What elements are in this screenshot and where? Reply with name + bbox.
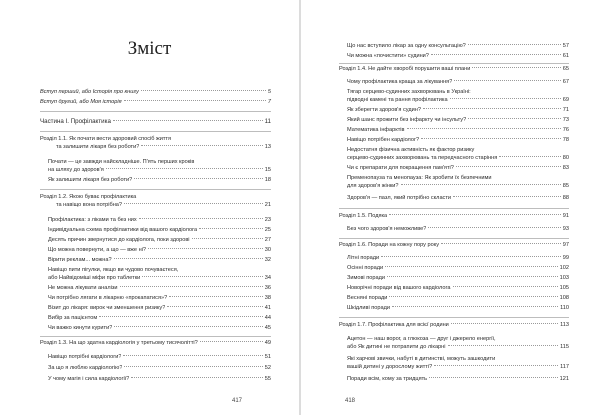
toc-subentry[interactable]: Чи важко кинути курити? 45 [48,325,271,331]
toc-subentry[interactable]: Математика інфарктів 76 [347,127,569,133]
toc-chapter-entry[interactable]: Розділ 1.3. На що здатна кардіологія у третьому тисячолітті? 49 [40,340,271,346]
toc-subentry-line[interactable]: Які харчові звички, набуті в дитинстві, можуть зашкодити [347,356,496,362]
toc-subentry[interactable]: серцево-судинних захворювань та передчасного старіння 80 [347,155,569,161]
toc-subentry-line[interactable]: Почати — це завжди найскладніше. П'ять перших кроків [48,159,195,165]
toc-subentry[interactable]: Зимові поради 103 [347,275,569,281]
toc-subentry[interactable]: вашій дитині у дорослому житті? 117 [347,364,569,370]
toc-subentry[interactable]: Чи потрібно лягати в лікарню «прокапатися»? 38 [48,295,271,301]
toc-subentry[interactable]: У чому магія і сила кардіології? 55 [48,376,271,382]
toc-subentry[interactable]: Десять причин звернутися до кардіолога, поки здорові 27 [48,237,271,243]
toc-subentry[interactable]: Візит до лікаря: вирок чи зменшення ризику? 41 [48,305,271,311]
toc-subentry[interactable]: Як зберегти здоров'я судин? 71 [347,107,569,113]
page-number-left: 417 [232,398,243,404]
toc-chapter-line[interactable]: Розділ 1.2. Якою буває профілактика [40,194,137,200]
divider [40,336,271,337]
toc-subentry[interactable]: Новорічні поради від вашого кардіолога 105 [347,285,569,291]
toc-subentry[interactable]: Літні поради 99 [347,255,569,261]
toc-subentry-line[interactable]: Тягар серцево-судинних захворювань в Україні: [347,89,471,95]
toc-subentry-line[interactable]: Навіщо пити пігулки, якщо ви чудово почуваєтеся, [48,267,179,273]
divider [40,111,271,112]
toc-subentry-line[interactable]: Недостатня фізична активність як фактор ризику [347,147,475,153]
toc-subentry[interactable]: Індивідуальна схема профілактики від вашого кардіолога 25 [48,227,271,233]
toc-subentry[interactable]: підводні камені та рання профілактика 69 [347,97,569,103]
toc-chapter-entry[interactable]: Розділ 1.5. Подяка 91 [339,213,569,219]
toc-entry[interactable]: Вступ перший, або Історія про книгу 5 [40,89,271,95]
toc-subentry-line[interactable]: Пременопауза та менопауза: Як зробити їх безпечними [347,175,492,181]
page-number-right: 418 [345,398,356,404]
toc-subentry[interactable]: на шляху до здоров'я 15 [48,167,271,173]
toc-entry[interactable]: Вступ другий, або Моя історія 7 [40,99,271,105]
toc-subentry[interactable]: Чи можна «почистити» судини? 61 [347,53,569,59]
toc-chapter-entry[interactable]: Розділ 1.6. Поради на кожну пору року 97 [339,242,569,248]
toc-subentry[interactable]: Весняні поради 108 [347,295,569,301]
toc-subentry[interactable]: Здоров'я — пазл, який потрібно скласти 88 [347,195,569,201]
divider [339,238,569,239]
toc-chapter-entry[interactable]: Розділ 1.4. Не дайте хворобі порушити ваші плани 65 [339,66,569,72]
toc-chapter-entry[interactable]: та навіщо вона потрібна? 21 [56,202,271,208]
toc-subentry[interactable]: Не можна лікувати аналізи 36 [48,285,271,291]
toc-subentry[interactable]: або Як дитині не потрапити до лікарні 115 [347,344,569,350]
divider [40,131,271,132]
toc-chapter-entry[interactable]: Розділ 1.7. Профілактика для всієї родини 113 [339,322,569,328]
toc-subentry[interactable]: Поради всім, кому за тридцять 121 [347,376,569,382]
toc-subentry[interactable]: для здоров'я жінки? 85 [347,183,569,189]
toc-part-entry[interactable]: Частина I. Профілактика 11 [40,118,271,125]
toc-subentry[interactable]: Шкідливі поради 110 [347,305,569,311]
toc-chapter-entry[interactable]: та залишити лікаря без роботи? 13 [56,144,271,150]
divider [40,189,271,190]
toc-subentry[interactable]: Без чого здоров'я неможливе? 93 [347,226,569,232]
toc-subentry[interactable]: Як залишити лікаря без роботи? 18 [48,177,271,183]
toc-chapter-line[interactable]: Розділ 1.1. Як почати вести здоровий спосіб життя [40,136,172,142]
toc-subentry[interactable]: За що я люблю кардіологію? 52 [48,365,271,371]
toc-subentry[interactable]: Навіщо потрібен кардіолог? 78 [347,137,569,143]
toc-subentry[interactable]: Осінні поради 102 [347,265,569,271]
contents-title: Зміст [127,38,172,59]
toc-subentry[interactable]: Вибір за пацієнтом 44 [48,315,271,321]
toc-subentry[interactable]: Що можна повернути, а що — вже ні? 30 [48,247,271,253]
toc-subentry[interactable]: Чи є препарати для покращення пам'яті? 83 [347,165,569,171]
toc-subentry[interactable]: Який шанс прожити без інфаркту чи інсульту? 73 [347,117,569,123]
toc-subentry-line[interactable]: Ацетон — наш ворог, а глюкоза — друг і джерело енергії, [347,336,496,342]
divider [339,317,569,318]
toc-subentry[interactable]: Вірити реклам... можна? 32 [48,257,271,263]
toc-subentry[interactable]: Профілактика: з ліками та без них 23 [48,217,271,223]
divider [339,208,569,209]
toc-subentry[interactable]: Чому профілактика краща за лікування? 67 [347,79,569,85]
toc-subentry[interactable]: Навіщо потрібні кардіологи? 51 [48,354,271,360]
toc-subentry[interactable]: Що нас вступило лікар за одну консультацію? 57 [347,43,569,49]
toc-subentry[interactable]: або Найвідоміші міфи про таблетки 34 [48,275,271,281]
